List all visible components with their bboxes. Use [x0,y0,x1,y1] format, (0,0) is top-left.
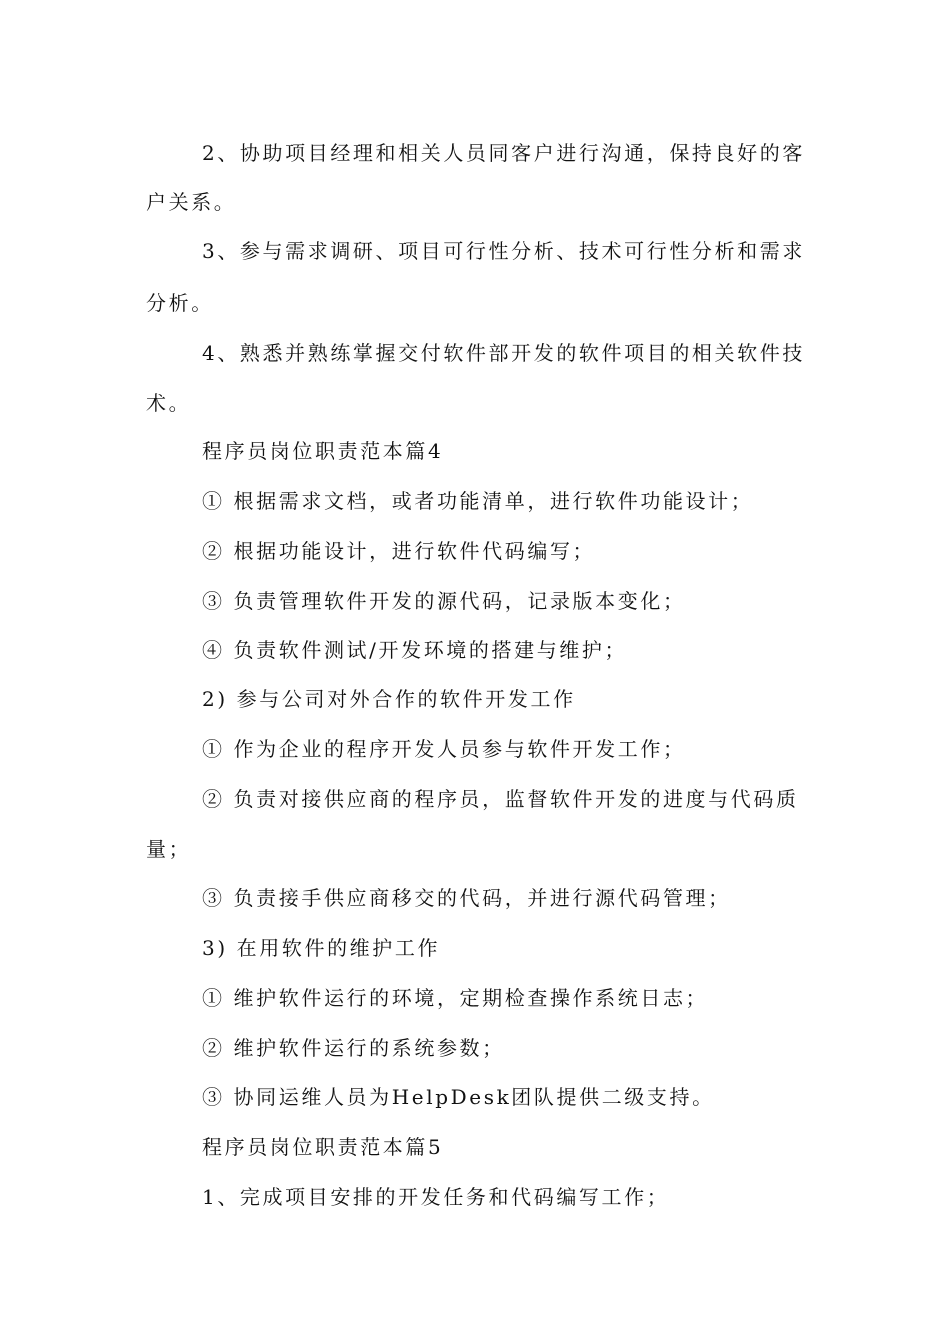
list-item: 2) 参与公司对外合作的软件开发工作 [202,687,576,711]
section-heading: 程序员岗位职责范本篇5 [202,1135,444,1159]
list-item: ② 负责对接供应商的程序员，监督软件开发的进度与代码质 [202,787,799,811]
paragraph-line: 4、熟悉并熟练掌握交付软件部开发的软件项目的相关软件技 [202,341,805,365]
list-item: 1、完成项目安排的开发任务和代码编写工作； [202,1185,670,1209]
paragraph-line: 3、参与需求调研、项目可行性分析、技术可行性分析和需求 [202,239,805,263]
paragraph-line: 分析。 [146,291,214,315]
list-item: ① 作为企业的程序开发人员参与软件开发工作； [202,737,686,761]
list-item: ③ 负责接手供应商移交的代码，并进行源代码管理； [202,886,731,910]
list-item: ② 根据功能设计，进行软件代码编写； [202,539,596,563]
list-item: ③ 协同运维人员为HelpDesk团队提供二级支持。 [202,1085,715,1109]
list-item: ① 根据需求文档，或者功能清单，进行软件功能设计； [202,489,754,513]
list-item: ③ 负责管理软件开发的源代码，记录版本变化； [202,589,686,613]
list-item: 3) 在用软件的维护工作 [202,936,441,960]
list-item: ① 维护软件运行的环境，定期检查操作系统日志； [202,986,709,1010]
paragraph-line: 术。 [146,391,192,415]
list-item: ④ 负责软件测试/开发环境的搭建与维护； [202,638,628,662]
section-heading: 程序员岗位职责范本篇4 [202,439,444,463]
list-item: ② 维护软件运行的系统参数； [202,1036,505,1060]
paragraph-line: 2、协助项目经理和相关人员同客户进行沟通，保持良好的客 [202,141,805,165]
paragraph-line: 户关系。 [146,190,237,214]
paragraph-line: 量； [146,837,192,861]
